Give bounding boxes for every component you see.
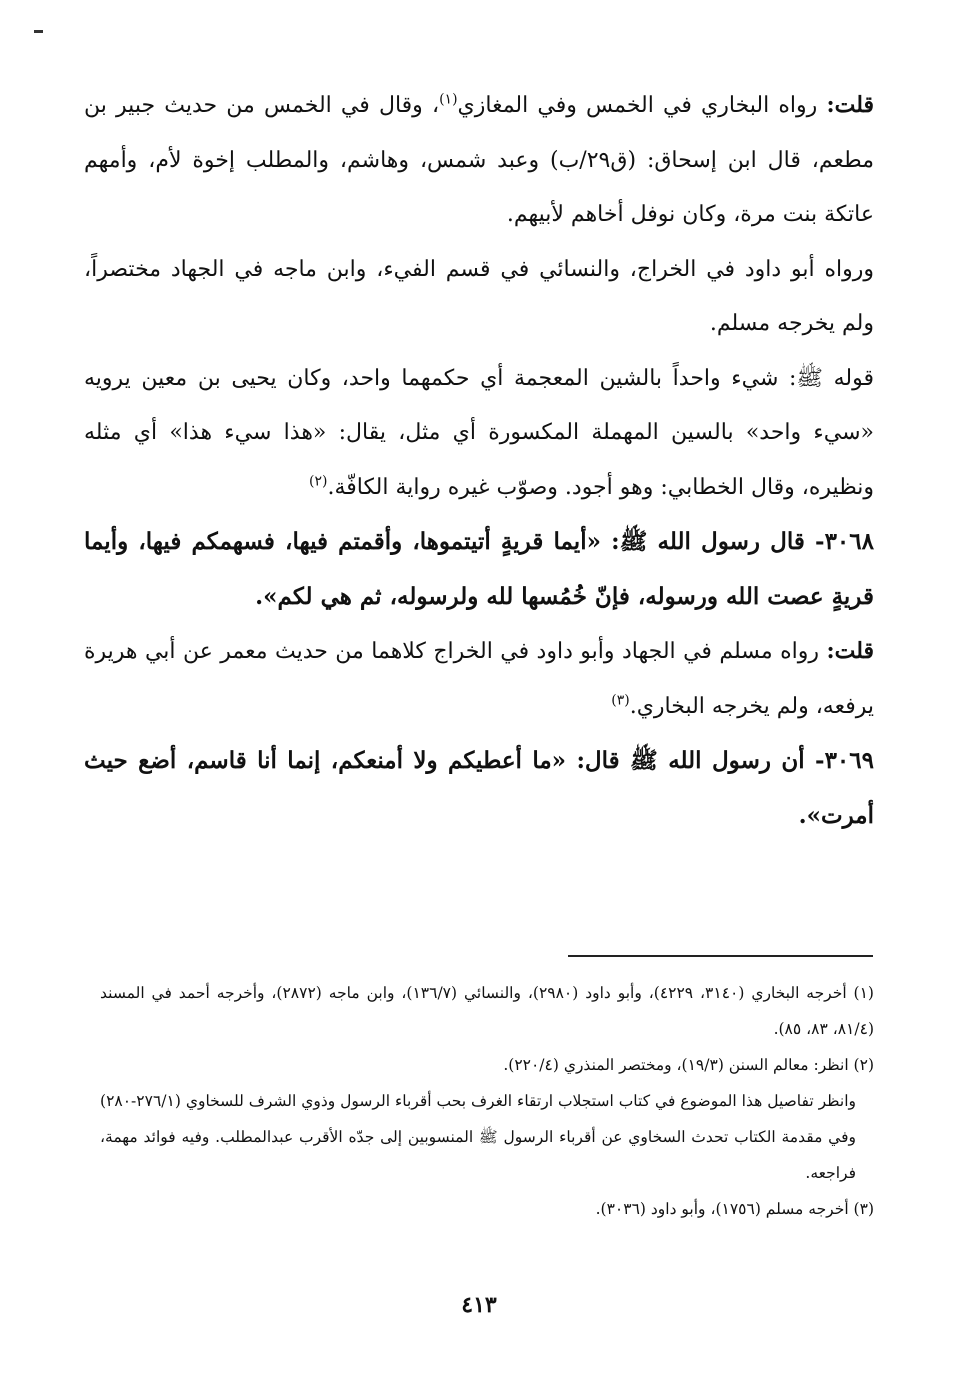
footnote-ref-3[interactable]: (٣) (611, 692, 630, 709)
main-text (84, 78, 874, 843)
paragraph-text: رواه مسلم في الجهاد وأبو داود في الخراج كلاهما من حديث معمر عن أبي هريرة يرفعه، ولم يخرجه البخاري. (84, 639, 874, 719)
footnote-2: (٢) انظر: معالم السنن (١٩/٣)، ومختصر المنذري (٢٢٠/٤). (503, 1056, 874, 1074)
footnote-ref-2[interactable]: (٢) (309, 473, 328, 490)
footnote-3: (٣) أخرجه مسلم (١٧٥٦)، وأبو داود (٣٠٣٦). (595, 1200, 874, 1218)
qult-label: قلت: (826, 638, 874, 664)
footnote-ref-1[interactable]: (١) (439, 91, 458, 108)
paragraph-text: ، وقال في الخمس من حديث جبير بن مطعم، قال ابن إسحاق: (ق٢٩/ب) وعبد شمس، وهاشم، والمطلب إخوة لأم، وأمهم عاتكة بنت مرة، وكان نوفل أخاهم لأبيهم. (84, 93, 874, 227)
paragraph-text: رواه البخاري في الخمس وفي المغازي (457, 93, 827, 118)
footnote-1: (١) أخرجه البخاري (٣١٤٠، ٤٢٢٩)، وأبو داود (٢٩٨٠)، والنسائي (١٣٦/٧)، وابن ماجه (٢٨٧٢)، وأخرجه أحمد في المسند (٨١/٤، ٨٣، ٨٥). (100, 984, 874, 1038)
qult-label: قلت: (826, 92, 874, 118)
hadith-3069: ٣٠٦٩- أن رسول الله ﷺ قال: «ما أعطيكم ولا أمنعكم، إنما أنا قاسم، أضع حيث أمرت». (84, 747, 874, 829)
paragraph-text: قوله ﷺ: شيء واحداً بالشين المعجمة أي حكمهما واحد، وكان يحيى بن معين يرويه «سيء واحد» بالسين المهملة المكسورة أي مثل، يقال: «هذا سيء هذا» أي مثله ونظيره، وقال الخطابي: وهو أجود. وصوّب غيره رواية الكافّة. (84, 365, 874, 500)
footnote-separator (568, 955, 873, 957)
paragraph-commentary-1 (84, 78, 874, 243)
scan-mark (34, 30, 43, 33)
paragraph-commentary-4 (84, 624, 874, 734)
footnote-2-continued: وانظر تفاصيل هذا الموضوع في كتاب استجلاب ارتقاء الغرف بحب أقرباء الرسول وذوي الشرف للسخاوي (٢٧٦/١-٢٨٠) وفي مقدمة الكتاب تحدث السخاوي عن أقرباء الرسول ﷺ المنسوبين إلى جدّه الأقرب عبدالمطلب. وفيه فوائد مهمة، فراجعه. (100, 1092, 856, 1182)
hadith-3068: ٣٠٦٨- قال رسول الله ﷺ: «أيما قريةٍ أتيتموها، وأقمتم فيها، فسهمكم فيها، وأيما قريةٍ عصت الله ورسوله، فإنّ خُمُسها لله ولرسوله، ثم هي لكم». (84, 528, 874, 610)
page-number: ٤١٣ (461, 1292, 497, 1318)
paragraph-commentary-3 (84, 352, 874, 516)
paragraph-commentary-2: ورواه أبو داود في الخراج، والنسائي في قسم الفيء، وابن ماجه في الجهاد مختصراً، ولم يخرجه مسلم. (84, 256, 874, 336)
footnotes-section (100, 975, 874, 1227)
